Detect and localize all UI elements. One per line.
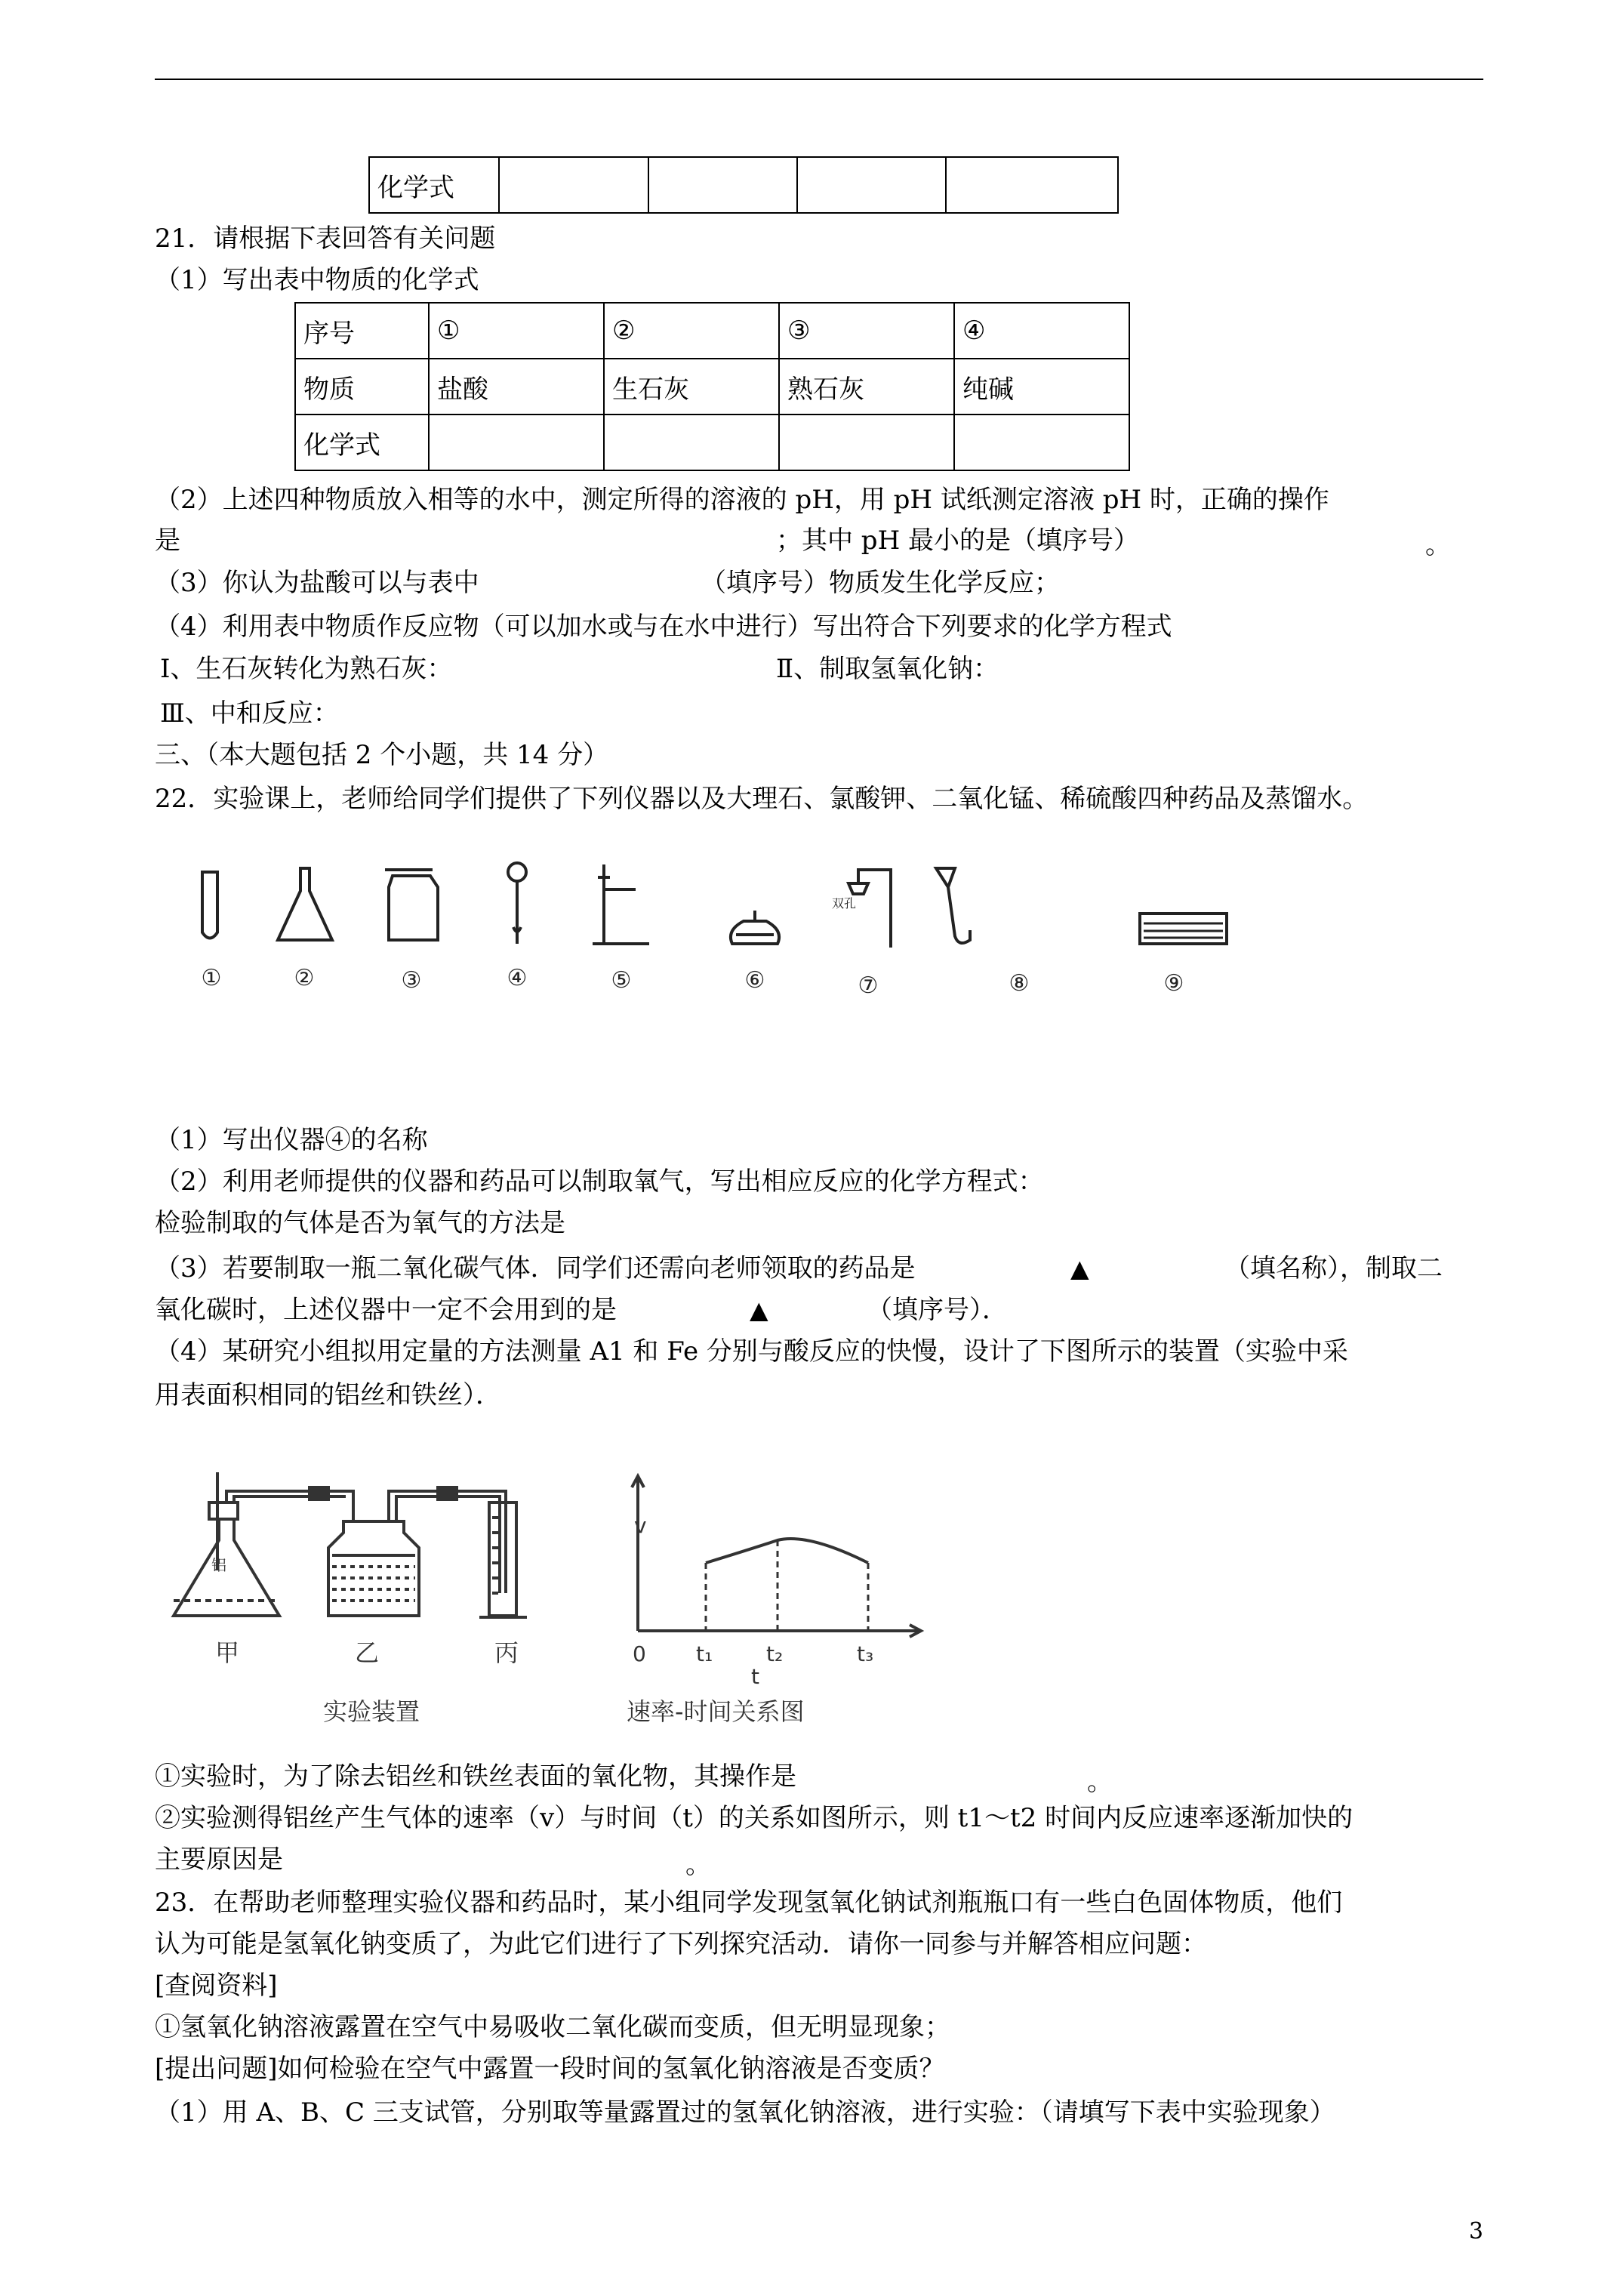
graph-origin: 0 (633, 1641, 646, 1666)
iron-stand-icon (593, 864, 649, 944)
graph-v-label: v (634, 1513, 647, 1538)
table-cell: 序号 (295, 303, 429, 359)
q21-sub4: （4）利用表中物质作反应物（可以加水或与在水中进行）写出符合下列要求的化学方程式 (155, 612, 1172, 642)
gas-jar-icon (385, 870, 438, 940)
q23-title2: 认为可能是氢氧化钠变质了，为此它们进行了下列探究活动．请你一同参与并解答相应问题： (155, 1929, 1207, 1959)
table-cell: 物质 (295, 359, 429, 415)
q22-qb2: 主要原因是 (155, 1845, 283, 1875)
graph-tick: t₂ (766, 1641, 784, 1666)
q22-sub3b: （填名称），制取二 (1224, 1253, 1443, 1284)
apparatus-caption: 实验装置 (323, 1697, 420, 1726)
table-row (295, 415, 1129, 470)
instrument-number: ⑤ (611, 967, 632, 994)
apparatus-label: 丙 (494, 1638, 519, 1667)
header-rule (155, 79, 1483, 80)
instrument-number: ③ (401, 967, 422, 994)
q21-title: 21．请根据下表回答有关问题 (155, 223, 496, 254)
q23-ref-1: ①氢氧化钠溶液露置在空气中易吸收二氧化碳而变质，但无明显现象； (155, 2012, 950, 2042)
q22-sub2b: 检验制取的气体是否为氧气的方法是 (155, 1208, 565, 1238)
alcohol-lamp-icon (731, 911, 779, 944)
top-table (368, 156, 1119, 214)
conical-flask-icon (278, 868, 332, 940)
top-table-cell (797, 157, 946, 213)
table-cell (429, 415, 604, 470)
q22-sub4b: 用表面积相同的铝丝和铁丝）． (155, 1380, 501, 1410)
q22-qa-end: 。 (1087, 1767, 1113, 1797)
rate-time-graph (632, 1476, 921, 1637)
table-cell: ① (429, 303, 604, 359)
instrument-number: ⑧ (1009, 970, 1030, 997)
apparatus-label: 甲 (215, 1638, 240, 1667)
table-cell (779, 415, 954, 470)
gas-washing-bottle-icon (328, 1521, 419, 1616)
q21-sub2b-mid: ；其中 pH 最小的是（填序号） (776, 525, 1140, 556)
measuring-cylinder-icon (479, 1502, 527, 1617)
water-trough-icon (1140, 914, 1227, 944)
instrument-number: ⑦ (858, 972, 879, 999)
page-number: 3 (1468, 2218, 1483, 2245)
table-cell: ④ (954, 303, 1129, 359)
q23-sub1: （1）用 A、B、C 三支试管，分别取等量露置过的氢氧化钠溶液，进行实验：（请填写下表中实验现象） (155, 2097, 1335, 2128)
table-cell: 熟石灰 (779, 359, 954, 415)
table-cell: ③ (779, 303, 954, 359)
q21-ii: Ⅱ、制取氢氧化钠： (776, 654, 999, 684)
graph-tick: t₃ (857, 1641, 874, 1666)
q21-sub3b: （填序号）物质发生化学反应； (701, 568, 1060, 598)
section-3-heading: 三、（本大题包括 2 个小题，共 14 分） (155, 740, 609, 770)
table-cell: 生石灰 (604, 359, 779, 415)
table-cell: 盐酸 (429, 359, 604, 415)
wire-label: 铝 (211, 1556, 226, 1574)
q21-iii: Ⅲ、中和反应： (160, 698, 339, 729)
combustion-spoon-icon (508, 863, 526, 944)
instrument-number: ② (294, 965, 315, 991)
table-cell (604, 415, 779, 470)
q21-sub3a: （3）你认为盐酸可以与表中 (155, 568, 479, 598)
top-table-cell (648, 157, 797, 213)
apparatus-label: 乙 (355, 1638, 380, 1667)
answer-triangle: ▲ (750, 1296, 768, 1324)
q21-sub2b-left: 是 (155, 525, 180, 556)
graph-tick: t₁ (696, 1641, 713, 1666)
table-cell: 化学式 (295, 415, 429, 470)
top-table-cell (499, 157, 648, 213)
table-cell (954, 415, 1129, 470)
apparatus-figure (151, 1457, 944, 1737)
q22-sub3a: （3）若要制取一瓶二氧化碳气体．同学们还需向老师领取的药品是 (155, 1253, 916, 1284)
funnel-icon (936, 868, 970, 943)
q21-sub1: （1）写出表中物质的化学式 (155, 265, 479, 295)
instrument-number: ④ (507, 965, 528, 991)
q23-ref-head: [查阅资料] (155, 1971, 278, 2001)
table-row (295, 303, 1129, 359)
q22-sub4a: （4）某研究小组拟用定量的方法测量 A1 和 Fe 分别与酸反应的快慢，设计了下图所示的装置（实验中采 (155, 1336, 1348, 1367)
instrument-number: ① (201, 965, 222, 991)
table-cell: 纯碱 (954, 359, 1129, 415)
q21-table (294, 302, 1130, 471)
q21-sub2a: （2）上述四种物质放入相等的水中，测定所得的溶液的 pH，用 pH 试纸测定溶液 pH 时，正确的操作 (155, 485, 1329, 515)
test-tube-icon (202, 872, 217, 938)
top-table-label: 化学式 (369, 157, 499, 213)
graph-caption: 速率-时间关系图 (627, 1697, 805, 1726)
instrument-number: ⑥ (744, 967, 765, 994)
q22-sub3d: （填序号）． (867, 1295, 1008, 1325)
rate-curve (706, 1539, 868, 1563)
top-table-cell (946, 157, 1118, 213)
q22-sub3c: 氧化碳时，上述仪器中一定不会用到的是 (155, 1295, 617, 1325)
q23-title1: 23．在帮助老师整理实验仪器和药品时，某小组同学发现氢氧化钠试剂瓶瓶口有一些白色固体物质，他们 (155, 1888, 1343, 1918)
answer-triangle: ▲ (1070, 1254, 1089, 1283)
table-cell: ② (604, 303, 779, 359)
graph-t-label: t (751, 1664, 759, 1689)
q21-sub2b-end: 。 (1425, 530, 1451, 560)
q22-sub1: （1）写出仪器④的名称 (155, 1125, 428, 1155)
q22-qb2-end: 。 (685, 1850, 711, 1880)
q22-title: 22．实验课上，老师给同学们提供了下列仪器以及大理石、氯酸钾、二氧化锰、稀硫酸四种药品及蒸馏水。 (155, 784, 1369, 814)
q22-sub2: （2）利用老师提供的仪器和药品可以制取氧气，写出相应反应的化学方程式： (155, 1166, 1044, 1197)
table-row (295, 359, 1129, 415)
instrument-number: ⑨ (1163, 970, 1184, 997)
q22-qa: ①实验时，为了除去铝丝和铁丝表面的氧化物，其操作是 (155, 1761, 796, 1792)
q22-qb1: ②实验测得铝丝产生气体的速率（v）与时间（t）的关系如图所示，则 t1～t2 时间内反应速率逐渐加快的 (155, 1803, 1354, 1833)
q21-i: Ⅰ、生石灰转化为熟石灰： (160, 654, 453, 684)
q23-question: [提出问题]如何检验在空气中露置一段时间的氢氧化钠溶液是否变质？ (155, 2054, 945, 2084)
connecting-tube (226, 1487, 506, 1593)
instrument7-label: 双孔 (831, 896, 857, 911)
instruments-figure (181, 846, 1268, 1019)
